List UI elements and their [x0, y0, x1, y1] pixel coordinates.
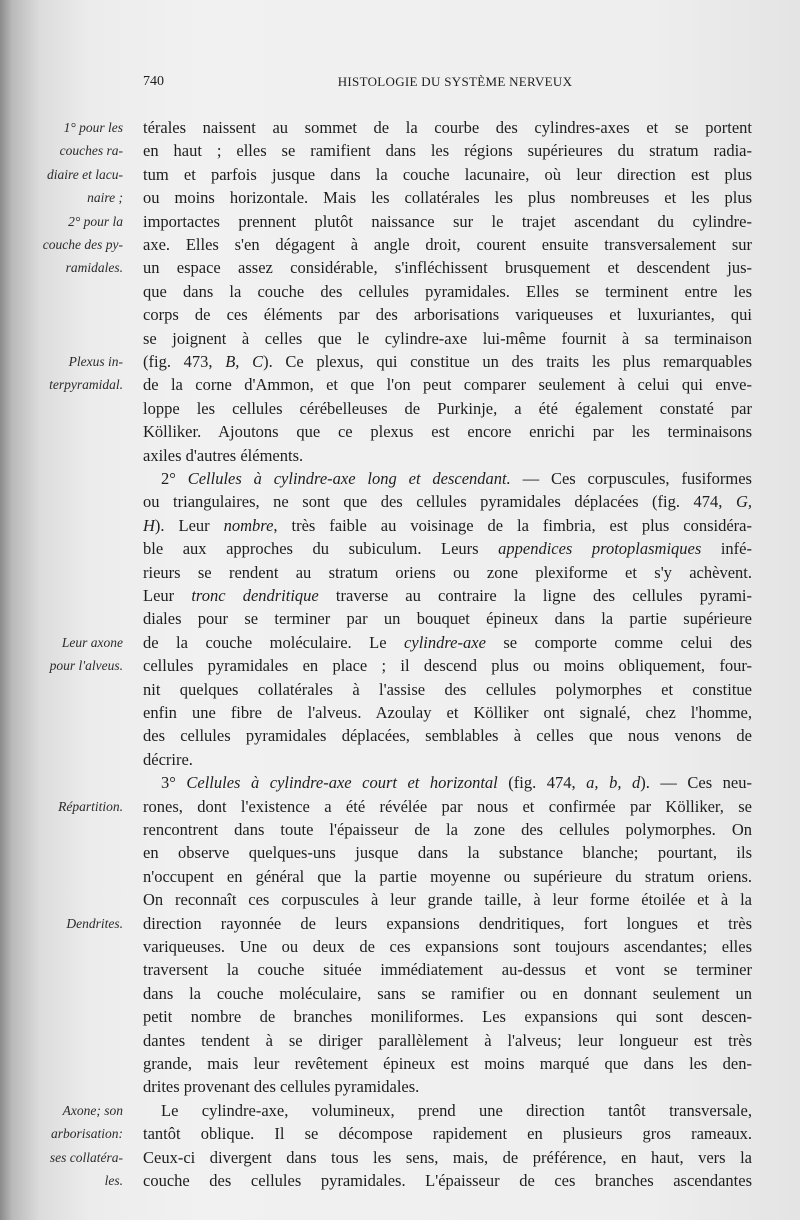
- text-line: [143, 726, 752, 748]
- text-line: [143, 375, 752, 397]
- italic-text: tronc dendritique: [191, 586, 319, 605]
- margin-note: 2° pour la: [68, 213, 123, 229]
- text-line: [143, 867, 752, 889]
- text-run: axiles d'autres éléments.: [143, 445, 304, 465]
- text-line: [143, 1054, 752, 1076]
- text-line: [143, 399, 752, 421]
- margin-note: diaire et lacu-: [47, 166, 123, 182]
- text-line: [143, 843, 752, 865]
- margin-note: terpyramidal.: [49, 377, 123, 393]
- italic-text: B, C: [225, 352, 264, 371]
- text-line: [143, 212, 752, 234]
- text-run: 2°: [161, 469, 188, 488]
- text-line: [143, 1171, 752, 1193]
- text-run: petit nombre de branches moniliformes. Les expansions qui sont descen-: [143, 1007, 752, 1027]
- text-line: [143, 1124, 752, 1146]
- text-line: [143, 1077, 752, 1099]
- text-run: ou triangulaires, ne sont que des cellules pyramidales déplacées (fig. 474,: [143, 492, 736, 512]
- italic-text: appendices protoplasmiques: [498, 539, 702, 559]
- text-run: traversent la couche située immédiatement au-dessus et vont se terminer: [143, 960, 752, 980]
- text-run: nit quelques collatérales à l'assise des cellules polymorphes et constitue: [143, 679, 752, 699]
- text-run: variqueuses. Une ou deux de ces expansions sont toujours ascendantes; elles: [143, 937, 752, 956]
- text-line: [143, 446, 752, 468]
- margin-note: Dendrites.: [66, 915, 123, 931]
- text-line: [143, 188, 752, 210]
- text-line: [161, 1101, 752, 1123]
- text-run: — Ces corpuscules, fusiformes: [510, 469, 752, 488]
- text-line: [143, 703, 752, 725]
- text-line: [143, 305, 752, 327]
- text-run: enfin une fibre de l'alveus. Azoulay et Kölliker ont signalé, chez l'homme,: [143, 703, 752, 722]
- text-run: tantôt oblique. Il se décompose rapidement en plusieurs gros rameaux.: [143, 1124, 752, 1144]
- text-line: [143, 1007, 752, 1029]
- text-run: ). — Ces neu-: [640, 773, 752, 793]
- margin-note: arborisation:: [50, 1126, 123, 1142]
- text-line: [143, 165, 752, 187]
- text-run: térales naissent au sommet de la courbe des cylindres-axes et se portent: [143, 118, 752, 137]
- text-run: un espace assez considérable, s'infléchissent brusquement et descendent jus-: [143, 258, 752, 278]
- text-line: [143, 914, 752, 936]
- text-line: [143, 609, 752, 631]
- text-run: drites provenant des cellules pyramidales.: [143, 1077, 420, 1097]
- text-run: en observe quelques-uns jusque dans la substance blanche; pourtant, ils: [143, 843, 752, 863]
- margin-note: Leur axone: [61, 634, 123, 650]
- text-line: [143, 984, 752, 1006]
- text-run: Le cylindre-axe, volumineux, prend une direction tantôt transversale,: [161, 1100, 752, 1120]
- text-run: traverse au contraire la ligne des cellules pyrami-: [318, 586, 752, 605]
- italic-text: H: [143, 515, 155, 535]
- italic-text: nombre: [223, 515, 274, 535]
- text-run: ble aux approches du subiculum. Leurs: [143, 539, 499, 559]
- text-run: des cellules pyramidales déplacées, semblables à celles que nous venons de: [143, 726, 752, 746]
- margin-note: couche des py-: [42, 237, 123, 252]
- text-line: [143, 258, 752, 280]
- running-title: HISTOLOGIE DU SYSTÈME NERVEUX: [337, 74, 573, 89]
- text-line: [143, 352, 752, 374]
- text-run: 3°: [161, 773, 187, 793]
- text-line: [143, 937, 752, 959]
- italic-text: G,: [735, 492, 752, 512]
- text-run: rones, dont l'existence a été révélée par nous et confirmée par Kölliker, se: [143, 796, 752, 816]
- text-run: grande, mais leur revêtement épineux est moins marqué que dans les den-: [143, 1054, 752, 1073]
- text-line: [143, 1031, 752, 1053]
- text-run: de la corne d'Ammon, et que l'on peut comparer seulement à celui qui enve-: [143, 375, 752, 395]
- margin-note: 1° pour les: [63, 120, 123, 135]
- text-run: infé-: [701, 539, 752, 559]
- text-line: [143, 516, 752, 538]
- text-line: [143, 797, 752, 819]
- text-run: couche des cellules pyramidales. L'épaisseur de ces branches ascendantes: [143, 1171, 752, 1190]
- text-run: rencontrent dans toute l'épaisseur de la zone des cellules polymorphes. On: [143, 820, 752, 839]
- italic-text: Cellules à cylindre-axe long et descendant.: [187, 469, 511, 488]
- text-run: tum et parfois jusque dans la couche lacunaire, où leur direction est plus: [143, 164, 752, 184]
- text-run: axe. Elles s'en dégagent à angle droit, courent ensuite transversalement sur: [143, 235, 752, 254]
- text-run: (fig. 473,: [143, 352, 226, 371]
- margin-note: pour l'alveus.: [49, 658, 123, 674]
- text-run: de la couche moléculaire. Le: [143, 632, 405, 652]
- text-run: cellules pyramidales en place ; il descend plus ou moins obliquement, four-: [143, 656, 752, 676]
- text-run: Kölliker. Ajoutons que ce plexus est encore enrichi par les terminaisons: [143, 422, 752, 442]
- text-run: , très faible au voisinage de la fimbria, est plus considéra-: [273, 515, 752, 535]
- text-run: ou moins horizontale. Mais les collatérales les plus nombreuses et les plus: [143, 188, 752, 208]
- text-line: [143, 1148, 752, 1170]
- text-run: On reconnaît ces corpuscules à leur grande taille, à leur forme étoilée et à la: [143, 890, 752, 910]
- text-line: [143, 118, 752, 140]
- text-run: Leur: [143, 586, 192, 605]
- text-line: [143, 890, 752, 912]
- text-line: [143, 820, 752, 842]
- margin-note: ses collatéra-: [49, 1149, 123, 1165]
- text-run: loppe les cellules cérébelleuses de Purkinje, a été également constaté par: [143, 398, 752, 418]
- text-line: [143, 282, 752, 304]
- text-run: ). Ce plexus, qui constitue un des traits les plus remarquables: [263, 352, 752, 371]
- text-run: dantes tendent à se diriger parallèlement à l'alveus; leur longueur est très: [143, 1030, 752, 1050]
- text-run: décrire.: [143, 749, 193, 769]
- text-line: [161, 469, 752, 491]
- text-line: [143, 329, 752, 351]
- text-line: [161, 773, 752, 795]
- text-run: (fig. 474,: [497, 773, 587, 793]
- text-run: diales pour se terminer par un bouquet épineux dans la partie supérieure: [143, 609, 752, 629]
- text-run: que dans la couche des cellules pyramidales. Elles se terminent entre les: [143, 281, 752, 301]
- text-line: [143, 141, 752, 163]
- text-run: Ceux-ci divergent dans tous les sens, mais, de préférence, en haut, vers la: [143, 1147, 752, 1167]
- text-line: [143, 633, 752, 655]
- margin-note: couches ra-: [59, 143, 123, 159]
- text-line: [143, 563, 752, 585]
- text-run: direction rayonnée de leurs expansions dendritiques, fort longues et très: [143, 913, 752, 933]
- italic-text: cylindre-axe: [404, 632, 486, 652]
- text-line: [143, 656, 752, 678]
- text-line: [143, 539, 752, 561]
- text-run: ). Leur: [154, 515, 224, 535]
- text-run: corps de ces éléments par des arborisations variqueuses et luxuriantes, qui: [143, 305, 752, 325]
- text-run: importactes prennent plutôt naissance sur le trajet ascendant du cylindre-: [143, 211, 752, 231]
- margin-note: ramidales.: [65, 260, 123, 276]
- text-run: rieurs se rendent au stratum oriens ou zone plexiforme et s'y achèvent.: [143, 562, 752, 582]
- margin-note: Répartition.: [58, 798, 123, 814]
- page-number: 740: [143, 74, 164, 89]
- margin-note: naire ;: [87, 190, 123, 206]
- text-line: [143, 750, 752, 772]
- text-run: n'occupent en général que la partie moyenne ou supérieure du stratum oriens.: [143, 866, 752, 886]
- text-line: [143, 235, 752, 257]
- italic-text: a, b, d: [586, 773, 641, 793]
- text-run: se joignent à celles que le cylindre-axe lui-même fournit à sa terminaison: [143, 328, 752, 348]
- italic-text: Cellules à cylindre-axe court et horizontal: [186, 773, 498, 793]
- margin-note: Axone; son: [62, 1102, 123, 1118]
- text-line: [143, 586, 752, 608]
- text-run: dans la couche moléculaire, sans se ramifier ou en donnant seulement un: [143, 983, 752, 1003]
- margin-note: Plexus in-: [68, 354, 123, 369]
- text-run: en haut ; elles se ramifient dans les régions supérieures du stratum radia-: [143, 141, 752, 161]
- text-line: [143, 422, 752, 444]
- text-run: se comporte comme celui des: [485, 632, 752, 652]
- text-line: [143, 680, 752, 702]
- margin-note: les.: [104, 1173, 123, 1188]
- text-line: [143, 960, 752, 982]
- text-line: [143, 492, 752, 514]
